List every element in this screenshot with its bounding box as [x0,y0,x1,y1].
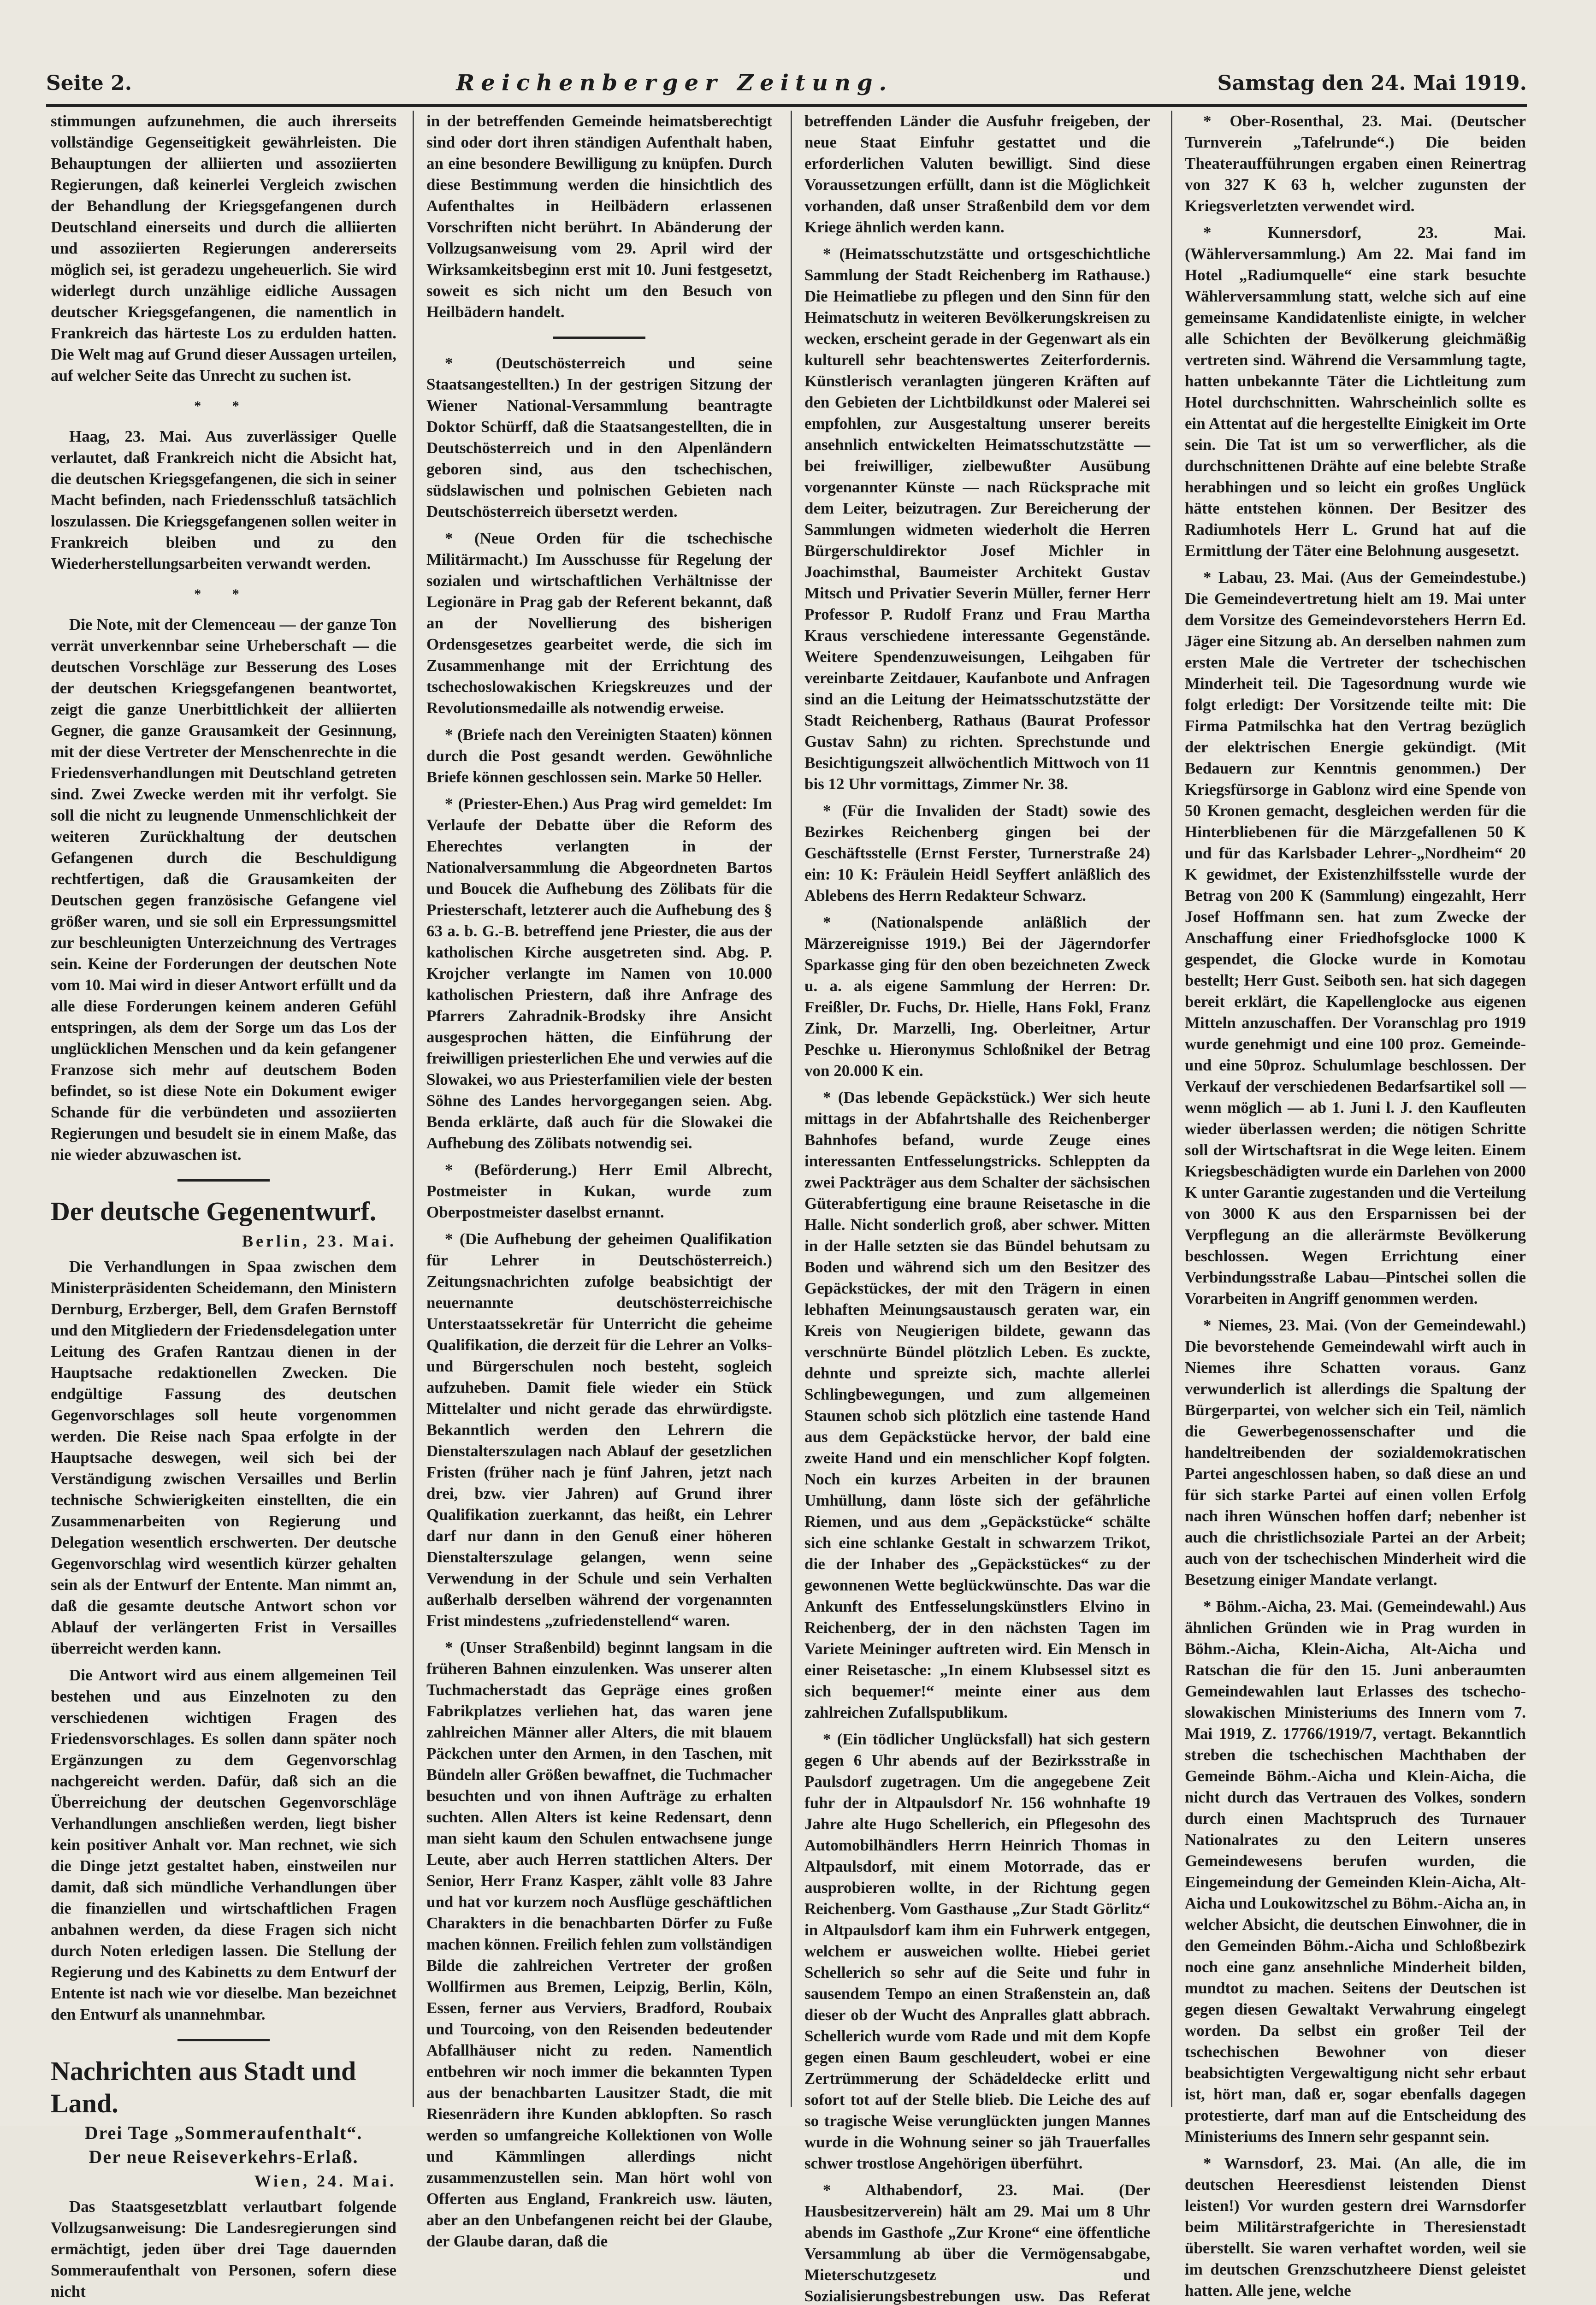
news-item: * (Heimatsschutzstätte und ortsgeschichtliche Sammlung der Stadt Reichenberg im Rathause.) Die Heimatliebe zu pflegen und den Sinn für den Heimatschutz in weiteren Bevölkerungskreisen zu wecken, erscheint gerade in der Gegenwart als ein kulturell sehr beachtenswertes Zeiterfordernis. Künstlerisch veranlagten jüngeren Kräften auf den Gebieten der Lichtbildkunst oder Malerei sei empfohlen, zur Ausgestaltung unserer bereits ansehnlich entwickelten Heimatsschutzstätte — bei freiwilliger, zielbewußter Ausübung vorgenannter Künste — nach Rücksprache mit dem Leiter, beizutragen. Zur Bereicherung der Sammlungen widmeten wiederholt die Herren Bürgerschuldirektor Josef Michler in Joachimsthal, Baumeister Architekt Gustav Mitsch und Privatier Severin Müller, ferner Herr Professor P. Rudolf Franz und Frau Martha Kraus verschiedene interessante Gegenstände. Weitere Spendenzuweisungen, Leihgaben für vereinbarte Zeitdauer, Kaufanbote und Anfragen sind an die Leitung der Heimatsschutzstätte der Stadt Reichenberg, Rathaus (Baurat Professor Gustav Sahn) zu richten. Sprechstunde und Besichtigungszeit allwöchentlich Mittwoch von 11 bis 12 Uhr vormittags, Zimmer Nr. 38. [804,245,1150,793]
paragraph: Die Antwort wird aus einem allgemeinen Teil bestehen und aus Einzelnoten zu den verschiedenen wichtigen Fragen des Friedensvorschlages. Es sollen dann später noch Ergänzungen zu dem Gegenvorschlag nachgereicht werden. Dafür, daß sich an die Überreichung der deutschen Gegenvorschläge Verhandlungen anschließen werden, liegt bisher kein positiver Anhalt vor. Man rechnet, wie sich die Dinge jetzt gestaltet haben, einstweilen nur damit, daß sich mündliche Verhandlungen über die finanziellen und wirtschaftlichen Fragen anbahnen werden, da diese Fragen sich nicht durch Noten erledigen lassen. Die Stellung der Regierung und des Kabinetts zu dem Entwurf der Entente ist nach wie vor dieselbe. Man bezeichnet den Entwurf als unannehmbar. [51,1666,396,2023]
column-4 [1185,111,1526,2299]
section-headline: Nachrichten aus Stadt und Land. [51,2056,356,2118]
paragraph: Die Verhandlungen in Spaa zwischen dem Ministerpräsidenten Scheidemann, den Ministern Dernburg, Erzberger, Bell, dem Grafen Bernstoff und den Mitgliedern der Friedensdelegation unter Leitung des Grafen Rantzau dienen in der Hauptsache redaktionellen Zwecken. Die endgültige Fassung des deutschen Gegenvorschlages soll heute vorgenommen werden. Die Reise nach Spaa erfolgte in der Hauptsache deswegen, weil sich bei der Verständigung zwischen Versailles und Berlin technische Schwierigkeiten einstellten, die ein Zusammenarbeiten von Regierung und Delegation wesentlich erschwerten. Der deutsche Gegenvorschlag wird wesentlich kürzer gehalten sein als der Entwurf der Entente. Man nimmt an, daß die gesamte deutsche Antwort schon vor Ablauf der verlängerten Frist in Versailles überreicht werden kann. [51,1258,396,1657]
paragraph: in der betreffenden Gemeinde heimatsberechtigt sind oder dort ihren ständigen Aufenthalt haben, an eine besondere Bewilligung zu knüpfen. Durch diese Bestimmung werden die hinsichtlich des Aufenthaltes in Heilbädern erlassenen Vorschriften nicht berührt. In Abänderung der Vollzugsanweisung vom 29. April wird der Wirksamkeitsbeginn erst mit 10. Juni festgesetzt, soweit es sich nicht um den Besuch von Heilbädern handelt. [426,112,772,321]
news-item: * (Das lebende Gepäckstück.) Wer sich heute mittags in der Abfahrtshalle des Reichenberger Bahnhofes befand, wurde Zeuge eines interessanten Entfesselungstricks. Schleppten da zwei Packträger aus dem Schalter der sächsischen Güterabfertigung eine braune Reisetasche in die Halle. Nicht sonderlich groß, aber schwer. Mitten in der Halle setzten sie das Bündel behutsam zu Boden und während sich um den Besitzer des Gepäckstückes, der mit den Trägern in einen lebhaften Meinungsaustausch geraten war, ein Kreis von Neugierigen bildete, gewann das verschnürte Bündel plötzlich Leben. Es zuckte, dehnte und spreizte sich, machte allerlei Schlingbewegungen, und zum allgemeinen Staunen schob sich plötzlich eine tastende Hand aus dem Gepäckstücke hervor, der bald eine zweite Hand und ein menschlicher Kopf folgten. Noch ein kurzes Arbeiten in der braunen Umhüllung, dann löste sich der gefährliche Riemen, und aus dem „Gepäckstücke“ schälte sich eine schlanke Gestalt in schwarzem Trikot, die der Inhaber des „Gepäckstückes“ zu der gewonnenen Wette beglückwünschte. Das war die Ankunft des Entfesselungskünstlers Elvino in Reichenberg, der in den nächsten Tagen im Variete Meininger auftreten wird. Ein Mensch in einer Reisetasche: „In einem Klubsessel sitzt es sich bequemer!“ meinte einer aus dem zahlreichen Zufallspublikum. [804,1088,1150,1721]
masthead [46,65,1527,101]
separator-stars: * * [194,586,253,602]
news-item: * Labau, 23. Mai. (Aus der Gemeindestube.) Die Gemeindevertretung hielt am 19. Mai unter dem Vorsitze des Gemeindevorstehers Herrn Ed. Jäger eine Sitzung ab. An derselben nahmen zum ersten Male die Vertreter der tschechischen Minderheit teil. Die Tagesordnung wurde wie folgt erledigt: Der Vorsitzende teilte mit: Die Firma Patmilschka hat den Vertrag bezüglich der elektrischen Energie gekündigt. (Mit Bedauern zur Kenntnis genommen.) Der Kriegsfürsorge in Gablonz wird eine Spende von 50 Kronen gemacht, desgleichen werden für die Hinterbliebenen für die Märzgefallenen 50 K und für das Karlsbader Lehrer-„Nordheim“ 20 K gewidmet, der Existenzhilfsstelle wurde der Betrag von 200 K (Sammlung) eingezahlt, Herr Josef Hoffmann sen. hat zum Zwecke der Anschaffung einer Friedhofsglocke 1000 K gespendet, die Glocke wurde in Komotau bestellt; Herr Gust. Seiboth sen. hat sich dagegen bereit erklärt, die Kapellenglocke aus eigenen Mitteln anzuschaffen. Der Voranschlag pro 1919 wurde genehmigt und eine 100 proz. Gemeinde- und eine 50proz. Schulumlage beschlossen. Der Verkauf der verschiedenen Bedarfsartikel soll — wenn möglich — ab 1. Juni l. J. den Kaufleuten wieder überlassen werden; die nötigen Schritte soll der Wirtschaftsrat in die Wege leiten. Einem Kriegsbeschädigten wurde ein Darlehen von 2000 K unter Garantie zugestanden und die Verteilung von 3000 K aus den Ersparnissen bei der Verpflegung an die allerärmste Bevölkerung beschlossen. Wegen Errichtung einer Verbindungsstraße Labau—Pintschei sollen die Vorarbeiten in Angriff genommen werden. [1185,568,1526,1307]
news-item: * Althabendorf, 23. Mai. (Der Hausbesitzerverein) hält am 29. Mai um 8 Uhr abends im Gasthofe „Zur Krone“ eine öffentliche Versammlung ab über die Vermögensabgabe, Mieterschutzgesetz und Sozialisierungsbestrebungen usw. Das Referat [804,2181,1150,2305]
subheadline: Drei Tage „Sommeraufenthalt“. [84,2122,363,2143]
dateline: Wien, 24. Mai. [254,2172,396,2190]
news-item: * (Ein tödlicher Unglücksfall) hat sich gestern gegen 6 Uhr abends auf der Bezirksstraße in Paulsdorf zugetragen. Um die angegebene Zeit fuhr der in Altpaulsdorf Nr. 156 wohnhafte 19 Jahre alte Hugo Schellerich, ein Pflegesohn des Automobilhändlers Herrn Heinrich Thomas in Altpaulsdorf, mit einem Motorrade, das er ausprobieren wollte, in der Richtung gegen Reichenberg. Vom Gasthause „Zur Stadt Görlitz“ in Altpaulsdorf kam ihm ein Fuhrwerk entgegen, welchem er ausweichen wollte. Hiebei geriet Schellerich so sehr auf die Seite und fuhr in sausendem Tempo an einen Straßenstein an, daß dieser ob der Wucht des Anpralles glatt abbrach. Schellerich wurde vom Rade und mit dem Kopfe gegen einen Baum geschleudert, wobei er eine Zertrümmerung der Schädeldecke erlitt und sofort tot auf der Stelle blieb. Die Leiche des auf so tragische Weise verunglückten jungen Mannes wurde in die Wohnung seiner so jäh Trauerfalles schwer trostlose Angehörigen überführt. [804,1730,1150,2172]
column-1 [51,111,396,2300]
newspaper-title: Reichenberger Zeitung. [456,70,893,96]
column-3 [804,111,1150,2305]
issue-date: Samstag den 24. Mai 1919. [1217,71,1527,95]
section-rule [553,337,645,339]
news-item: * (Nationalspende anläßlich der Märzereignisse 1919.) Bei der Jägerndorfer Sparkasse ging für den oben bezeichneten Zweck u. a. als eigene Sammlung der Herren: Dr. Freißler, Dr. Fuchs, Dr. Hielle, Hans Fokl, Franz Zink, Dr. Marzelli, Ing. Oberleitner, Artur Peschke u. Hieronymus Schloßnikel der Betrag von 20.000 K ein. [804,913,1150,1080]
column-divider [413,111,414,2107]
news-item: * Böhm.-Aicha, 23. Mai. (Gemeindewahl.) Aus ähnlichen Gründen wie in Prag wurden in Böhm.-Aicha, Klein-Aicha, Alt-Aicha und Ratschan die für den 15. Juni anberaumten Gemeindewahlen laut Erlasses des tschecho-slowakischen Ministeriums des Innern vom 7. Mai 1919, Z. 17766/1919/7, vertagt. Bekanntlich streben die tschechischen Machthaben der Gemeinde Böhm.-Aicha und Klein-Aicha, die nicht durch das Vertrauen des Volkes, sondern durch einen Machtspruch des Turnauer Nationalrates zu den Leitern unseres Gemeindewesens berufen wurden, die Eingemeindung der Gemeinden Klein-Aicha, Alt-Aicha und Loukowitzschel zu Böhm.-Aicha an, in welcher Absicht, die deutschen Einwohner, die in den Gemeinden Böhm.-Aicha und Schloßbezirk noch eine ganz ansehnliche Minderheit bilden, mundtot zu machen. Seitens der Deutschen ist gegen diesen Gewaltakt Verwahrung eingelegt worden. Da selbst ein großer Teil der tschechischen Bewohner von dieser beabsichtigten Vergewaltigung nicht sehr erbaut ist, hört man, daß er, sogar ebenfalls dagegen protestierte, darf man auf die Entscheidung des Ministeriums des Innern sehr gespannt sein. [1185,1597,1526,2145]
news-item: * Niemes, 23. Mai. (Von der Gemeindewahl.) Die bevorstehende Gemeindewahl wirft auch in Niemes ihre Schatten voraus. Ganz verwunderlich ist allerdings die Spaltung der Bürgerpartei, von welcher sich ein Teil, nämlich die Gewerbegenossenschafter und die handeltreibenden der sozialdemokratischen Partei angeschlossen haben, so daß diese an und für sich starke Partei auf einen vollen Erfolg nach ihren Wünschen hoffen darf; nebenher ist auch die christlichsoziale Partei an der Arbeit; auch von der tschechischen Minderheit wird die Besetzung einiger Mandate verlangt. [1185,1316,1526,1589]
section-rule [177,1179,270,1182]
paragraph: Das Staatsgesetzblatt verlautbart folgende Vollzugsanweisung: Die Landesregierungen sind ermächtigt, jeden über drei Tage dauernden Sommeraufenthalt von Personen, sofern diese nicht [51,2198,396,2300]
news-item: * (Neue Orden für die tschechische Militärmacht.) Im Ausschusse für Regelung der sozialen und wirtschaftlichen Verhältnisse der Legionäre in Prag gab der Referent bekannt, daß an der Novellierung des bisherigen Ordensgesetzes gearbeitet werde, die sich im Zusammenhange mit der Errichtung des tschechoslowakischen Kriegskreuzes und der Revolutionsmedaille als notwendig erweise. [426,529,772,717]
paragraph: Haag, 23. Mai. Aus zuverlässiger Quelle verlautet, daß Frankreich nicht die Absicht hat, die deutschen Kriegsgefangenen, die sich in seiner Macht befinden, nach Friedensschluß tatsächlich loszulassen. Die Kriegsgefangenen sollen weiter in Frankreich bleiben und zu den Wiederherstellungsarbeiten verwandt werden. [51,427,396,573]
section-rule [177,2039,270,2041]
article-headline: Der deutsche Gegenentwurf. [51,1196,377,1226]
paragraph: stimmungen aufzunehmen, die auch ihrerseits vollständige Gegenseitigkeit gewährleisten. Die Behauptungen der alliierten und assoziierten Regierungen, daß keinerlei Vergleich zwischen der Behandlung der Kriegsgefangenen durch Deutschland einerseits und durch die alliierten und assoziierten Regierungen andererseits möglich sei, ist geradezu ungeheuerlich. Sie wird widerlegt durch unzählige eidliche Aussagen deutscher Kriegsgefangenen, die namentlich in Frankreich das härteste Los zu erdulden hatten. Die Welt mag auf Grund dieser Aussagen urteilen, auf welcher Seite das Unrecht zu suchen ist. [51,112,396,384]
paragraph: betreffenden Länder die Ausfuhr freigeben, der neue Staat Einfuhr gestattet und die erforderlichen Valuten bewilligt. Sind diese Voraussetzungen erfüllt, dann ist die Möglichkeit vorhanden, daß unser Straßenbild dem vor dem Kriege ähnlich werden kann. [804,112,1150,236]
subheadline: Der neue Reiseverkehrs-Erlaß. [89,2146,359,2167]
paragraph: Die Note, mit der Clemenceau — der ganze Ton verrät unverkennbar seine Urheberschaft — die deutschen Vorschläge zur Besserung des Loses der deutschen Kriegsgefangenen beantwortet, zeigt die ganze Unerbittlichkeit der alliierten Gegner, die ganze Grausamkeit der Gesinnung, mit der diese Vertreter der Menschenrechte in die Friedensverhandlungen mit Deutschland getreten sind. Zwei Zwecke werden mit ihr verfolgt. Sie soll die nicht zu leugnende Unmenschlichkeit der weiteren Zurückhaltung der deutschen Gefangenen durch die Beschuldigung rechtfertigen, daß die Grausamkeiten der Deutschen gegen französische Gefangene viel größer waren, und sie soll ein Erpressungsmittel zur beschleunigten Unterzeichnung des Vertrages sein. Keine der Forderungen der deutschen Note vom 10. Mai wird in dieser Antwort erfüllt und da alle diese Forderungen keinem anderen Gefühl entspringen, als dem der Sorge um das Los der unglücklichen Menschen und da kein gefangener Franzose sich mehr auf deutschem Boden befindet, so ist diese Note ein Dokument ewiger Schande für die verbündeten und assoziierten Regierungen und besudelt sie in einem Maße, das nie wieder abzuwaschen ist. [51,615,396,1164]
page-number: Seite 2. [46,71,132,95]
news-item: * (Beförderung.) Herr Emil Albrecht, Postmeister in Kukan, wurde zum Oberpostmeister daselbst ernannt. [426,1161,772,1221]
news-item: * Warnsdorf, 23. Mai. (An alle, die im deutschen Heeresdienst leistenden Dienst leisten!) Vor wurden gestern drei Warnsdorfer beim Militärstrafgerichte in Theresienstadt überstellt. Sie waren verhaftet worden, weil sie im deutschen Grenzschutzheere Dienst geleistet hatten. Alle jene, welche [1185,2154,1526,2299]
news-item: * (Priester-Ehen.) Aus Prag wird gemeldet: Im Verlaufe der Debatte über die Reform des Eherechtes verlangten in der Nationalversammlung die Abgeordneten Bartos und Boucek die Aufhebung des Zölibats für die Priesterschaft, letzterer auch die Aufhebung des § 63 a. b. G.-B. betreffend jene Priester, die aus der katholischen Kirche ausgetreten sind. Abg. P. Krojcher verlangte im Namen von 10.000 katholischen Priestern, daß ihre Anfrage des Pfarrers Zahradnik-Brodsky ihre Ansicht ausgesprochen hätten, die Einführung der freiwilligen priesterlichen Ehe und verwies auf die Slowakei, wo aus Priesterfamilien viele der besten Söhne des Landes hervorgegangen seien. Abg. Benda erklärte, daß auch für die Slowakei die Aufhebung des Zölibats notwendig sei. [426,795,772,1152]
news-item: * (Für die Invaliden der Stadt) sowie des Bezirkes Reichenberg gingen bei der Geschäftsstelle (Ernst Ferster, Turnerstraße 24) ein: 10 K: Fräulein Heidl Seyffert anläßlich des Ablebens des Herrn Redakteur Schwarz. [804,802,1150,904]
news-item: * (Deutschösterreich und seine Staatsangestellten.) In der gestrigen Sitzung der Wiener National-Versammlung beantragte Doktor Schürff, daß die Staatsangestellten, die in Deutschösterreich und in den Alpenländern geboren sind, aus den tschechischen, südslawischen und polnischen Gebieten nach Deutschösterreich übersetzt werden. [426,354,772,520]
header-rule [46,104,1527,107]
dateline: Berlin, 23. Mai. [242,1232,396,1250]
news-item: * (Unser Straßenbild) beginnt langsam in die früheren Bahnen einzulenken. Was unserer alten Tuchmacherstadt das Gepräge eines großen Fabrikplatzes verliehen hat, das waren jene zahlreichen Männer aller Alters, die mit blauem Päckchen unter den Armen, in den Taschen, mit Bündeln aller Größen bewaffnet, die Tuchmacher besuchten und von ihnen Aufträge zu erhalten suchten. Allen Alters ist keine Redensart, denn man sieht kaum den Schulen entwachsene junge Leute, aber auch Herren stattlichen Alters. Der Senior, Herr Franz Kasper, zählt volle 83 Jahre und hat vor kurzem noch Ausflüge geschäftlichen Charakters in die benachbarten Dörfer zu Fuße machen können. Freilich fehlen zum vollständigen Bilde die zahlreichen Vertreter der großen Wollfirmen aus Bremen, Leipzig, Berlin, Köln, Essen, ferner aus Verviers, Bradford, Roubaix und Tourcoing, von den Reisenden bedeutender Abfallhäuser nicht zu reden. Namentlich entbehren wir noch immer die bekannten Typen aus der benachbarten Lausitzer Stadt, die mit Riesenrädern ihre Kunden abklopften. So rasch werden so umfangreiche Kollektionen von Wolle und Kämmlingen allerdings nicht zusammenzustellen sein. Man hört wohl von Offerten aus England, Frankreich usw. läuten, aber an den Unbefangenen reicht bei der Glaube, der Glaube daran, daß die [426,1638,772,2250]
news-item: * (Briefe nach den Vereinigten Staaten) können durch die Post gesandt werden. Gewöhnliche Briefe können geschlossen sein. Marke 50 Heller. [426,726,772,786]
news-item: * Kunnersdorf, 23. Mai. (Wählerversammlung.) Am 22. Mai fand im Hotel „Radiumquelle“ eine stark besuchte Wählerversammlung statt, welche sich auf eine gemeinsame Kandidatenliste einigte, in welcher alle Schichten der Bevölkerung gleichmäßig vertreten sind. Während die Versammlung tagte, hatten unbekannte Täter die Lichtleitung zum Hotel durchschnitten. Wahrscheinlich sollte es ein Attentat auf die hergestellte Einigkeit im Orte sein. Die Tat ist um so verwerflicher, als die durchschnittenen Drähte auf eine belebte Straße herabhingen und so leicht ein großes Unglück hätte entstehen können. Der Besitzer des Radiumhotels Herr L. Grund hat auf die Ermittlung der Täter eine Belohnung ausgesetzt. [1185,224,1526,560]
news-item: * (Die Aufhebung der geheimen Qualifikation für Lehrer in Deutschösterreich.) Zeitungsnachrichten zufolge beabsichtigt der neuernannte deutschösterreichische Unterstaatssekretär für Unterricht die geheime Qualifikation, die derzeit für die Lehrer an Volks- und Bürgerschulen noch besteht, sogleich aufzuheben. Damit fiele wieder ein Stück Mittelalter und nicht gerade das ehrwürdigste. Bekanntlich werden den Lehrern die Dienstalterszulagen nach Ablauf der gesetzlichen Fristen (früher nach je fünf Jahren, jetzt nach drei, bzw. vier Jahren) auf Grund ihrer Qualifikation zuerkannt, das heißt, ein Lehrer darf nur dann in den Genuß einer höheren Dienstalterszulage gelangen, wenn seine Verwendung in der Schule und sein Verhalten außerhalb derselben während der vorgenannten Frist mindestens „zufriedenstellend“ waren. [426,1230,772,1630]
news-item: * Ober-Rosenthal, 23. Mai. (Deutscher Turnverein „Tafelrunde“.) Die beiden Theateraufführungen ergaben einen Reinertrag von 327 K 63 h, welcher zugunsten der Kriegsverletzten verwendet wird. [1185,112,1526,215]
separator-stars: * * [194,398,253,414]
column-divider [791,111,792,2107]
column-divider [1171,111,1172,2107]
column-2 [426,111,772,2250]
